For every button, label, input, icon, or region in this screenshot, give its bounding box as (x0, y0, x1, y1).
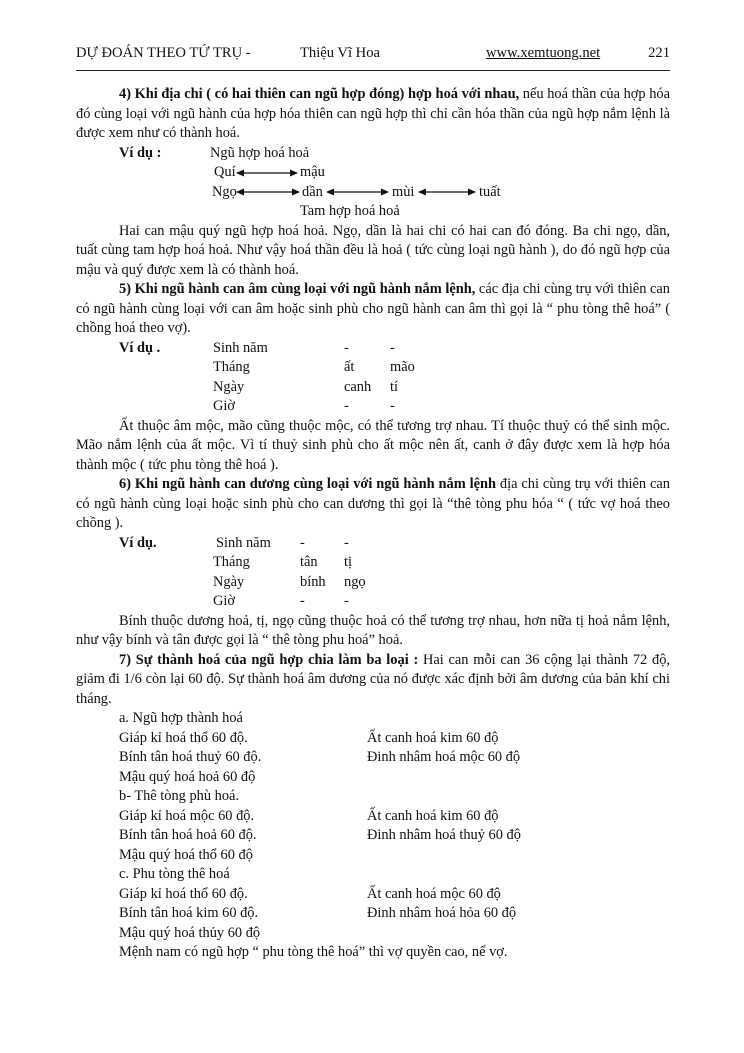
example-6-pillar-name: Giờ (213, 593, 236, 609)
example-5-pillar-name: Ngày (213, 378, 245, 395)
section-5-explanation: Ất thuộc âm mộc, mão cũng thuộc mộc, có thể tương trợ nhau. Tí thuộc thuỷ có thể sinh mộc. Mão nắm lệnh của ất mộc. Vì tí thuỷ sinh phù cho ất mộc nên ất, canh ở đây được xem là hợp hóa thành mộc ( tức phu tòng thê hoá ). (76, 417, 670, 473)
closing-line (76, 943, 670, 963)
list-item-right: Đinh nhâm hoá hỏa 60 độ (367, 905, 517, 921)
section-6-title: 6) Khi ngũ hành can dương cùng loại với ngũ hành nắm lệnh (119, 476, 496, 492)
example-5-row (76, 397, 670, 417)
example-5-row (76, 378, 670, 398)
example-5-chi: - (390, 339, 395, 356)
example-6-chi: - (344, 534, 349, 551)
example-6-row (76, 573, 670, 593)
list-item-left: Giáp kỉ hoá thổ 60 độ. (119, 729, 248, 746)
example-6-can: - (300, 593, 305, 609)
list-item-right: Đinh nhâm hoá thuỷ 60 độ (367, 827, 521, 843)
header-site-link[interactable]: www.xemtuong.net (486, 45, 601, 61)
section-7-title: 7) Sự thành hoá của ngũ hợp chia làm ba loại : (119, 651, 419, 668)
relation-arrows (76, 144, 670, 222)
group-a-heading: a. Ngũ hợp thành hoá (119, 710, 243, 726)
example-6-row (76, 553, 670, 573)
example-6-row (76, 592, 670, 612)
section-5-title: 5) Khi ngũ hành can âm cùng loại với ngũ hành nắm lệnh, (119, 281, 476, 297)
example-6-chi: - (344, 593, 349, 609)
section-6-example (76, 534, 670, 612)
example-5-chi: mão (390, 359, 415, 375)
example-4-qui: Quí (214, 164, 236, 180)
example-5-can: ất (344, 359, 355, 375)
example-4-mau: mậu (300, 164, 325, 180)
list-item (76, 748, 670, 768)
section-5-paragraph (76, 280, 670, 339)
list-item-left: Mậu quý hoá thổ 60 độ (119, 846, 253, 863)
example-4-line4: Tam hợp hoá hoả (300, 203, 400, 219)
example-6-can: - (300, 534, 305, 551)
example-5-label: Ví dụ . (119, 339, 161, 356)
list-item-right: Đinh nhâm hoá mộc 60 độ (367, 749, 521, 765)
header-divider (76, 70, 670, 71)
list-item-left: Bính tân hoá thuỷ 60 độ. (119, 749, 262, 765)
section-4-paragraph (76, 85, 670, 144)
section-6-paragraph (76, 475, 670, 534)
list-item (76, 729, 670, 749)
example-5-pillar-name: Giờ (213, 398, 236, 414)
example-4-line1: Ngũ hợp hoá hoả (210, 144, 310, 161)
example-4-tuat: tuất (479, 183, 501, 200)
example-5-pillar-name: Tháng (213, 359, 250, 375)
example-5-row (76, 339, 670, 359)
list-item-left: Mậu quý hoá thủy 60 độ (119, 924, 261, 941)
list-item (76, 846, 670, 866)
example-4-ngo: Ngọ (212, 183, 237, 200)
list-item (76, 768, 670, 788)
example-6-row (76, 534, 670, 554)
list-item-right: Ất canh hoá mộc 60 độ (367, 885, 501, 902)
example-6-pillar-name: Tháng (213, 554, 250, 570)
example-6-chi: tị (344, 554, 352, 570)
section-5-example (76, 339, 670, 417)
list-item (76, 924, 670, 944)
group-heading (76, 865, 670, 885)
header-title: DỰ ĐOÁN THEO TỨ TRỤ - (76, 45, 251, 61)
closing-text: Mệnh nam có ngũ hợp “ phu tòng thê hoá” thì vợ quyền cao, nể vợ. (119, 944, 508, 960)
example-4-label: Ví dụ : (119, 144, 162, 161)
section-7-list (76, 709, 670, 963)
example-4-mui: mùi (392, 183, 415, 200)
group-b-heading: b- Thê tòng phù hoá. (119, 788, 240, 804)
section-7-paragraph (76, 651, 670, 710)
example-5-can: - (344, 398, 349, 414)
section-4-explanation: Hai can mậu quý ngũ hợp hoá hoả. Ngọ, dần là hai chi có hai can đó đóng. Ba chi ngọ, dần, tuất cùng tam hợp hoá hoả. Như vậy hoá thần đều là hoả ( tức cùng loại ngũ hành ), do đó ngũ hợp của mậu và quý được xem là có thành hoá. (76, 222, 670, 278)
section-6-explanation: Bính thuộc dương hoả, tị, ngọ cũng thuộc hoả có thể tương trợ nhau, hơn nữa tị hoả nắm lệnh, như vậy bính và tân được gọi là “ thê tòng phu hoá” hoả. (76, 612, 670, 648)
list-item (76, 885, 670, 905)
section-4-example (76, 144, 670, 222)
example-6-pillar-name: Ngày (213, 573, 245, 590)
example-6-can: bính (300, 573, 326, 590)
page-header (76, 45, 670, 67)
example-5-chi: - (390, 398, 395, 414)
section-4-text: nếu hoá thần của hợp hóa đó cùng loại với ngũ hành của hợp hóa thiên can ngũ hợp thì chỉ cần hóa thần của ngũ hợp nắm lệnh là được xem như có thành hoá. (76, 86, 670, 141)
list-item-left: Giáp kỉ hoá mộc 60 độ. (119, 807, 255, 824)
section-4-title: 4) Khi địa chi ( có hai thiên can ngũ hợp đóng) hợp hoá với nhau, (119, 86, 520, 102)
list-item-left: Giáp kỉ hoá thổ 60 độ. (119, 885, 248, 902)
list-item-left: Mậu quý hoá hoả 60 độ (119, 768, 256, 785)
example-6-can: tân (300, 554, 318, 570)
example-6-label: Ví dụ. (119, 534, 157, 551)
group-heading (76, 787, 670, 807)
section-6-text: địa chi cùng trụ với thiên can có ngũ hành cùng loại hoặc sinh phù cho can dương thì gọi là “thê tòng phu hóa “ ( tức vợ hoá theo chồng ). (76, 476, 670, 531)
example-5-chi: tí (390, 378, 398, 395)
example-5-can: canh (344, 378, 372, 395)
page-body (76, 85, 670, 963)
example-5-can: - (344, 339, 349, 356)
example-6-chi: ngọ (344, 573, 366, 590)
list-item-left: Bính tân hoá kim 60 độ. (119, 905, 259, 921)
group-c-heading: c. Phu tòng thê hoá (119, 866, 230, 882)
list-item-left: Bính tân hoá hoả 60 độ. (119, 827, 257, 843)
page-number: 221 (648, 45, 670, 61)
list-item-right: Ất canh hoá kim 60 độ (367, 729, 499, 746)
list-item (76, 904, 670, 924)
group-heading (76, 709, 670, 729)
example-5-row (76, 358, 670, 378)
example-5-pillar-name: Sinh năm (213, 339, 268, 356)
list-item-right: Ất canh hoá kim 60 độ (367, 807, 499, 824)
section-5-text: các địa chi cùng trụ với thiên can có ngũ hành cùng loại với can âm hoặc sinh phù cho ngũ hành can âm thì gọi là “ phu tòng thê hoá” ( chồng hoá theo vợ). (76, 281, 670, 336)
list-item (76, 807, 670, 827)
list-item (76, 826, 670, 846)
example-4-dan: dần (302, 183, 323, 200)
example-6-pillar-name: Sinh năm (216, 534, 271, 551)
header-author: Thiệu Vĩ Hoa (300, 45, 380, 61)
section-7-text: Hai can mỗi can 36 cộng lại thành 72 độ, giảm đi 1/6 còn lại 60 độ. Sự thành hoá âm dương của nó được xác định bởi âm dương của bản khí chi tháng. (76, 651, 670, 707)
